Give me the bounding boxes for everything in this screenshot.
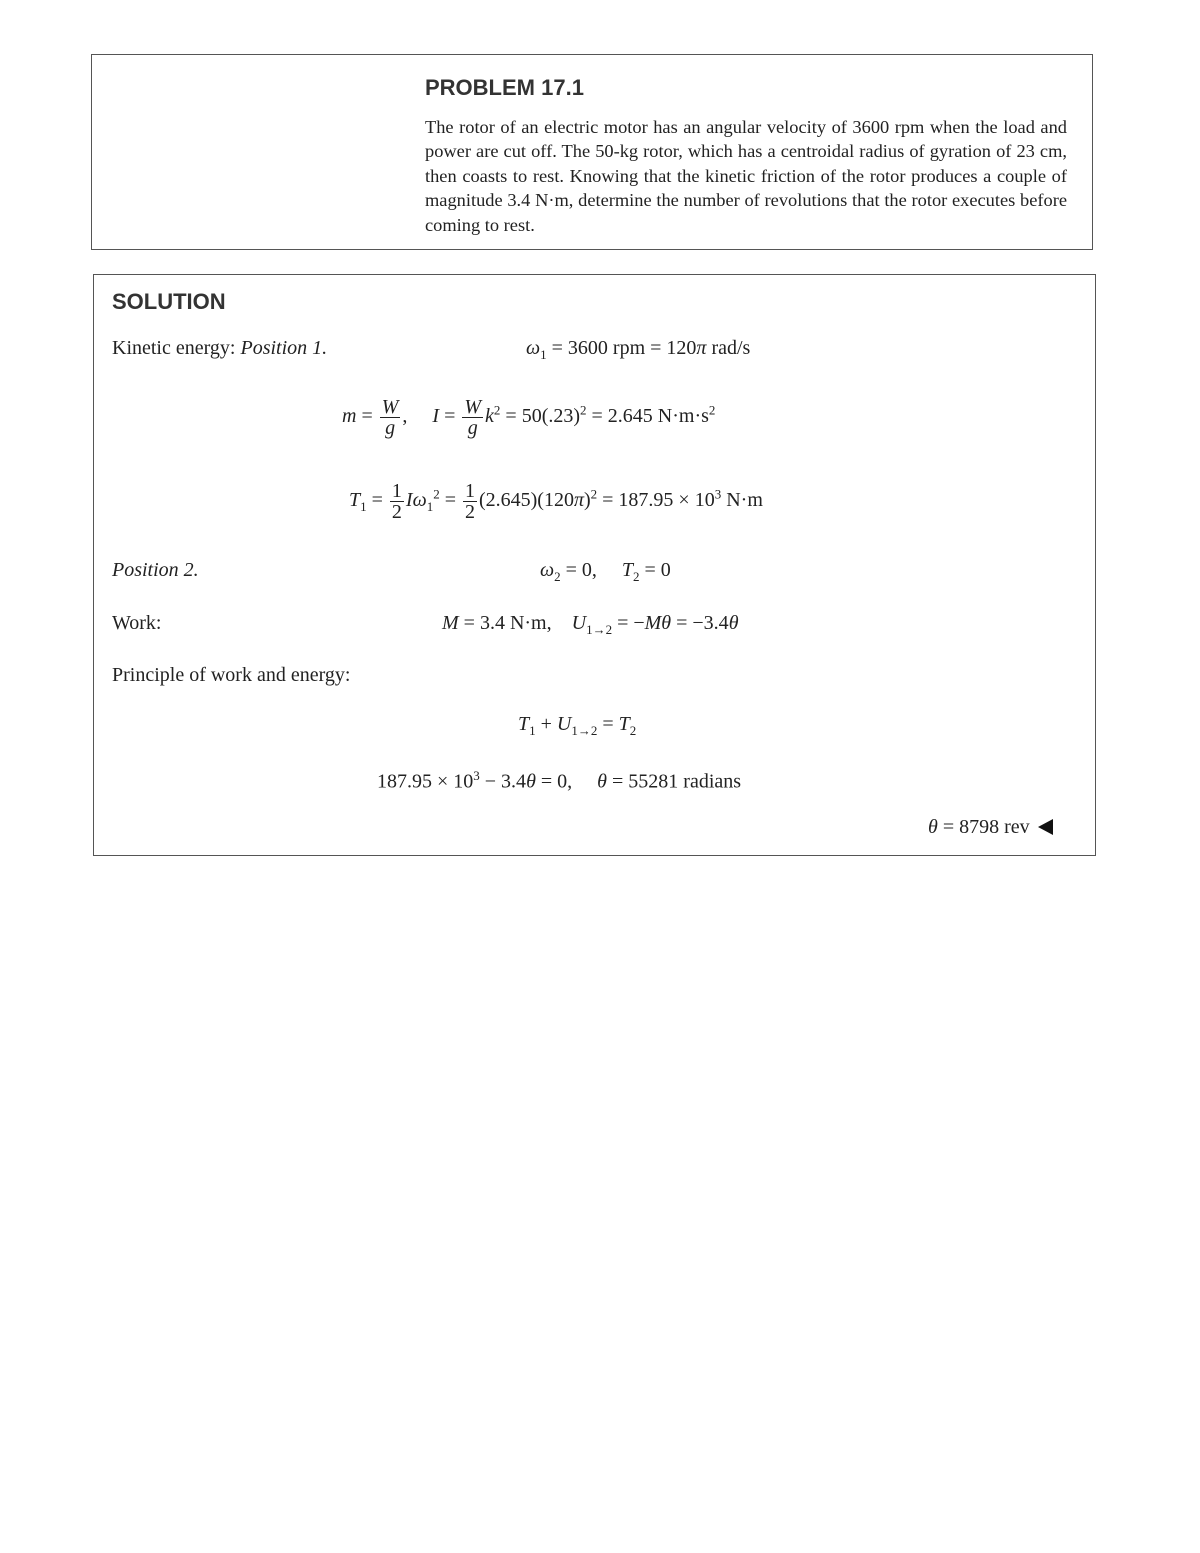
t1-value: (2.645)(120 <box>478 489 574 512</box>
t2-value: = 0 <box>644 559 671 581</box>
principle-equation: $T_1 + U_{1\to 2} = T_2$ <box>518 713 637 738</box>
energy-lhs: 187.95 × 10 <box>377 770 474 793</box>
problem-box <box>91 54 1093 250</box>
inertia-equation: m = $\frac{W}{g}$ , I = $\frac{W}{g}$ $k^2 = 50(.23)^2 = 2.645$ $N\cdot m\cdot s^2$ <box>342 396 716 439</box>
position-1-label: Position 1. <box>240 337 328 359</box>
solution-box <box>93 274 1096 856</box>
t1-equation: $T_1$ = $\frac{1}{2}$ $I\omega_1^2$ = $\frac{1}{2}$ $(2.645)(120\pi)^2 = 187.95 \times 10^3$ N·m <box>349 480 763 523</box>
energy-rhs: = 0, <box>540 770 573 793</box>
omega1-equation: $\omega_1 = 3600$ rpm = 120π rad/s <box>526 337 751 362</box>
inertia-result: = 2.645 N·m·s <box>591 405 709 428</box>
omega2-value: = 0, <box>565 559 597 581</box>
inertia-value: = 50(.23) <box>505 405 581 428</box>
position-2-label: Position 2. <box>112 559 199 581</box>
work-value: = −3.4 <box>676 612 729 634</box>
t1-result: = 187.95 × 10 <box>602 489 715 512</box>
omega1-unit: rad/s <box>711 337 751 359</box>
moment-value: = 3.4 N·m, <box>463 612 552 634</box>
position-2-row <box>112 559 199 582</box>
final-answer: θ = 8798 rev <box>928 816 1053 839</box>
theta-radians: = 55281 radians <box>612 770 742 793</box>
solution-title: SOLUTION <box>112 289 226 314</box>
omega1-value: = 3600 rpm = 120 <box>551 337 697 359</box>
energy-equation: $187.95 \times 10^3 - 3.4\theta = 0$, θ = 55281 radians <box>377 768 742 793</box>
work-label: Work: <box>112 612 162 634</box>
energy-mid: − 3.4 <box>484 770 527 793</box>
principle-label: Principle of work and energy: <box>112 664 351 686</box>
work-equation: M = 3.4 N·m, $U_{1\to 2} = -M\theta = -3.4\theta$ <box>442 612 739 637</box>
kinetic-energy-text: Kinetic energy: <box>112 337 236 359</box>
problem-title: PROBLEM 17.1 <box>425 75 584 100</box>
position-2-equation: $\omega_2 = 0$, $T_2 = 0$ <box>540 559 671 584</box>
answer-marker-icon <box>1038 819 1053 835</box>
kinetic-energy-label <box>112 337 327 360</box>
t1-unit: N·m <box>726 489 763 512</box>
problem-statement: The rotor of an electric motor has an angular velocity of 3600 rpm when the load and power are cut off. The 50-kg rotor, which has a centroidal radius of gyration of 23 cm, then coasts to rest. Knowing that the kinetic friction of the rotor produces a couple of magnitude 3.4 N·m, determine the number of revolutions that the rotor executes before coming to rest. <box>425 117 1067 235</box>
final-answer-value: = 8798 rev <box>942 816 1030 838</box>
